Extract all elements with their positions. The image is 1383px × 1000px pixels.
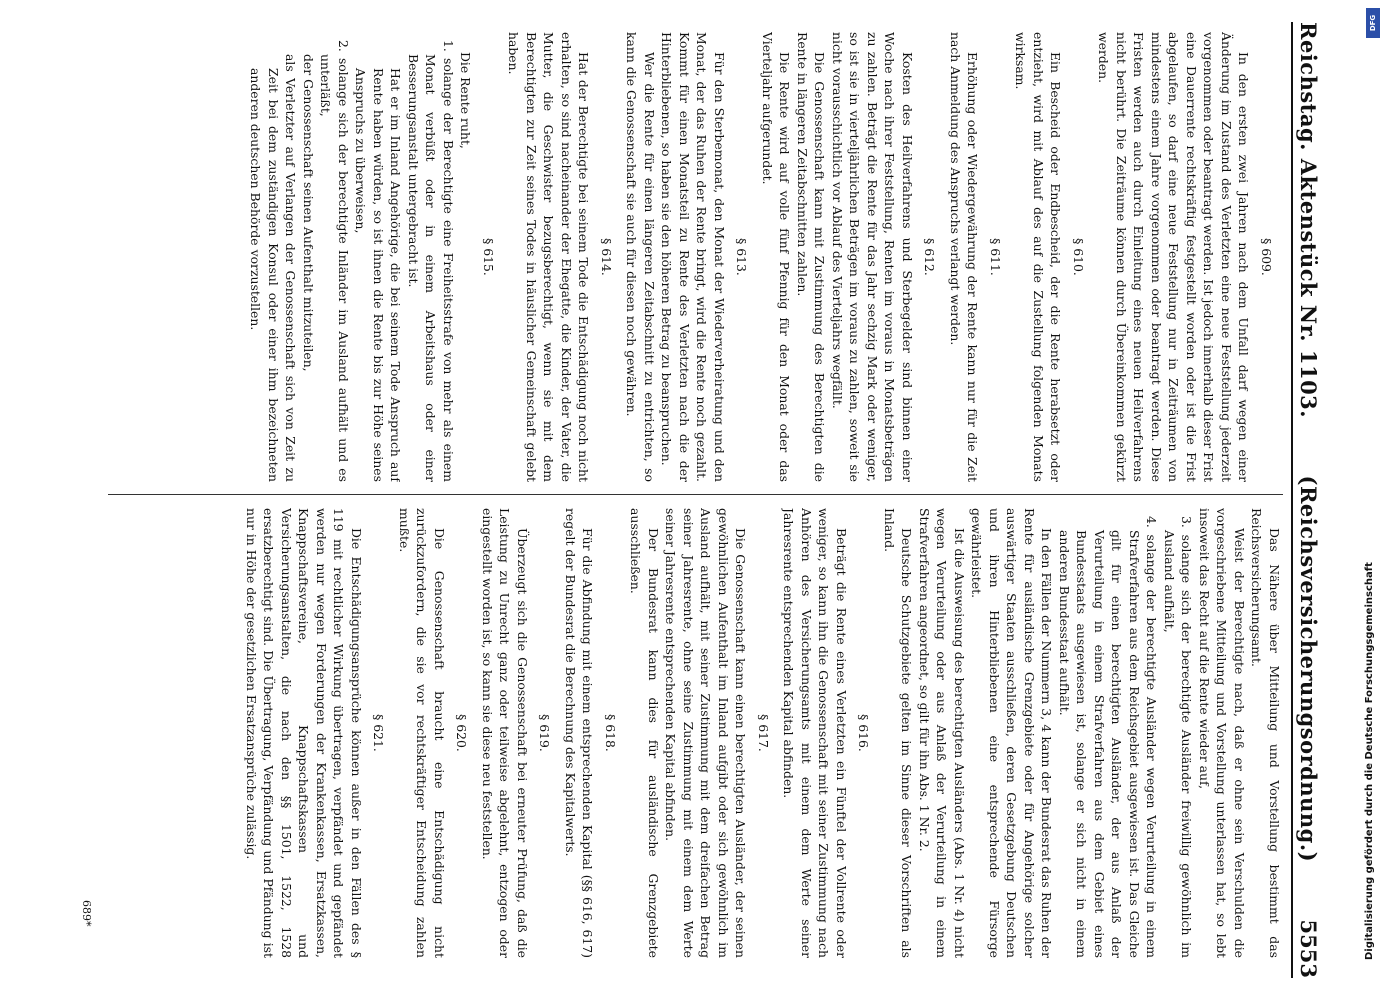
paragraph: In den Fällen der Nummern 3, 4 kann der Bundesrat das Ruhen der Rente für ausländische Grenzgebiete oder für Angehörige solcher auswärtiger Staaten ausschließen, deren Gesetzgebung Deutschen und ihren Hinterbliebenen eine entsprechende Fürsorge gewährleistet.	[969, 508, 1055, 958]
paragraph: Deutsche Schutzgebiete gelten im Sinne dieser Vorschriften als Inland.	[882, 508, 915, 958]
header-center: (Reichsversicherungsordnung.)	[1296, 475, 1321, 863]
section-heading: § 610.	[1071, 238, 1086, 276]
paragraph: Überzeugt sich die Genossenschaft bei erneuter Prüfung, daß die Leistung zu Unrecht ganz oder teilweise abgelehnt, entzogen oder eingestellt worden ist, so kann sie diese neu feststellen.	[480, 508, 530, 958]
paragraph: Die Genossenschaft kann einen berechtigten Ausländer, der seinen gewöhnlichen Aufenthalt im Inland aufgibt oder sich gewöhnlich im Ausland aufhält, mit seiner Zustimmung mit dem dreifachen Betrag seiner Jahresrente, ohne seine Zustimmung mit einem dem Werte seiner Jahresrente entsprechenden Kapital abfinden.	[663, 508, 749, 958]
column-divider	[108, 494, 1283, 495]
paragraph: Die Genossenschaft braucht eine Entschädigung nicht zurückzufordern, die sie vor rechtskräftiger Entscheidung zahlen mußte.	[397, 508, 447, 958]
paragraph: Wer die Rente für einen längeren Zeitabschnitt zu entrichten, so kann die Genossenschaft sie auch für diesen noch gewähren.	[624, 32, 657, 482]
digitization-note-text: Digitalisierung gefördert durch die Deutsche Forschungsgemeinschaft	[1364, 562, 1375, 960]
section-heading: § 612.	[922, 238, 938, 276]
dfg-logo-text: DFG	[1369, 14, 1377, 32]
paragraph: Die Genossenschaft kann mit Zustimmung des Berechtigten die Rente in längeren Zeitabschnitten zahlen.	[795, 32, 828, 482]
paragraph: Kosten des Heilverfahrens und Sterbegelder sind binnen einer Woche nach ihrer Feststellung, Renten im voraus in Monatsbeträgen zu zahlen. Beträgt die Rente für das Jahr sechzig Mark oder weniger, so ist sie in vierteljährlichen Beträgen im voraus zu zahlen, soweit sie nicht vorausschichtlich vor Ablauf des Vierteljahrs wegfällt.	[830, 32, 915, 482]
section-heading: § 609.	[1259, 238, 1274, 276]
section-heading: § 614.	[599, 238, 614, 276]
paragraph: Das Nähere über Mitteilung und Vorstellung bestimmt das Reichsversicherungsamt.	[1249, 508, 1282, 958]
digitization-note	[1348, 10, 1380, 990]
list-item: 4. solange der berechtigte Ausländer wegen Verurteilung in einem Strafverfahren aus dem Reichsgebiet ausgewiesen ist. Das Gleiche gilt für einen berechtigten Ausländer, der aus Anlaß der Verurteilung in einem Strafverfahren aus dem Gebiet eines Bundesstaats ausgewiesen ist, solange er sich nicht in einem anderen Bundesstaat aufhält.	[1057, 516, 1160, 958]
paragraph: Für die Abfindung mit einem entsprechenden Kapital (§§ 616, 617) regelt der Bundesrat die Berechnung des Kapitalwerts.	[563, 508, 596, 958]
paragraph: Erhöhung oder Wiedergewährung der Rente kann nur für die Zeit nach Anmeldung des Anspruchs verlangt werden.	[948, 32, 981, 482]
paragraph: Der Bundesrat kann dies für ausländische Grenzgebiete ausschließen.	[628, 508, 661, 958]
list-item: 1. solange der Berechtigte eine Freiheitsstrafe von mehr als einem Monat verbüßt oder in einem Arbeitshaus oder einer Besserungsanstalt untergebracht ist.	[406, 40, 456, 482]
section-heading: § 617.	[756, 714, 771, 752]
paragraph: Beträgt die Rente eines Verletzten ein Fünftel der Vollrente oder weniger, so kann ihn die Genossenschaft mit seiner Zustimmung nach Anhören des Versicherungsamts mit einem dem Werte seiner Jahresrente entsprechenden Kapital abfinden.	[781, 508, 849, 958]
paragraph: Die Rente wird auf volle fünf Pfennig für den Monat oder das Vierteljahr aufgerundet.	[760, 32, 793, 482]
section-heading: § 616.	[856, 714, 872, 752]
paragraph: Für den Sterbemonat, den Monat der Wiederverheiratung und den Monat, der das Ruhen der Rente bringt, wird die Rente noch gezahlt. Kommt für einen Monatsteil zu Rente des Verletzten nach die der Hinterbliebenen, so haben sie den höheren Betrag zu beanspruchen.	[659, 32, 727, 482]
list-item: 3. solange sich der berechtigte Ausländer freiwillig gewöhnlich im Ausland aufhält,	[1162, 516, 1195, 958]
header-page-number: 5553	[1296, 919, 1321, 978]
paragraph: Ist die Ausweisung des berechtigten Ausländers (Abs. 1 Nr. 4) nicht wegen Verurteilung oder aus Anlaß der Verurteilung in einem Strafverfahren angeordnet, so gilt für ihn Abs. 1 Nr. 2.	[917, 508, 967, 958]
footer-page-marker: 689*	[80, 900, 93, 927]
list-item: als Verletzter auf Verlangen der Genossenschaft sich von Zeit zu Zeit bei dem zuständigen Konsul oder einer ihm bezeichneten anderen deutschen Behörde vorzustellen.	[248, 54, 299, 482]
section-heading: § 618.	[603, 714, 618, 752]
page-header	[1291, 22, 1325, 978]
section-heading: § 620.	[454, 714, 470, 752]
paragraph: Hat der Berechtigte bei seinem Tode die Entschädigung noch nicht erhalten, so sind nacheinander der Ehegatte, die Kinder, der Vater, die Mutter, die Geschwister bezugsberechtigt, wenn sie mit dem Berechtigten zur Zeit seines Todes in häuslicher Gemeinschaft gelebt haben.	[506, 32, 592, 482]
left-column	[103, 32, 1283, 482]
list-item: der Genossenschaft seinen Aufenthalt mitzuteilen,	[301, 54, 316, 372]
paragraph: In den ersten zwei Jahren nach dem Unfall darf wegen einer Änderung im Zustand des Verletzten eine neue Feststellung jederzeit vorgenommen oder beantragt werden. Ist jedoch innerhalb dieser Frist eine Dauerrente rechtskräftig festgestellt worden oder ist die Frist abgelaufen, so darf eine neue Feststellung nur in Zeiträumen von mindestens einem Jahre vorgenommen oder beantragt werden. Diese Fristen werden auch durch Einleitung eines neuen Heilverfahrens nicht berührt. Die Zeiträume können durch Übereinkommen gekürzt werden.	[1096, 32, 1252, 482]
paragraph: Die Rente ruht,	[458, 52, 474, 149]
section-heading: § 615.	[481, 238, 496, 276]
list-item: Hat er im Inland Angehörige, die bei seinem Tode Anspruch auf Rente haben würden, so ist ihnen die Rente bis zur Höhe seines Anspruchs zu überweisen,	[353, 68, 404, 482]
right-column	[103, 508, 1283, 958]
paragraph: Ein Bescheid oder Endbescheid, der die Rente herabsetzt oder entzieht, wird mit Ablauf des auf die Zustellung folgenden Monats wirksam.	[1013, 32, 1064, 482]
section-heading: § 611.	[988, 238, 1003, 276]
section-heading: § 621.	[371, 714, 387, 752]
header-left: Reichstag. Aktenstück Nr. 1103.	[1296, 22, 1321, 419]
section-heading: § 613.	[734, 238, 750, 276]
dfg-logo	[1366, 8, 1380, 38]
paragraph: Weist der Berechtigte nach, daß er ohne sein Verschulden die vorgeschriebene Mitteilung und Vorstellung unterlassen hat, so lebt insoweit das Recht auf die Rente wieder auf,	[1197, 508, 1247, 958]
list-item: 2. solange sich der berechtigte Inländer im Ausland aufhält und es unterläßt,	[318, 40, 351, 482]
section-heading: § 619.	[537, 714, 553, 752]
paragraph: Die Entschädigungsansprüche können außer in den Fällen des § 119 mit rechtlicher Wirkung übertragen, verpfändet und gepfändet werden nur wegen Forderungen der Krankenkassen, Ersatzkassen, Knappschaftsvereine, Knappschaftskassen und Versicherungsanstalten, die nach den §§ 1501, 1522, 1528 ersatzberechtigt sind. Die Übertragung, Verpfändung und Pfändung ist nur in Höhe der gesetzlichen Ersatzansprüche zulässig.	[244, 508, 364, 958]
